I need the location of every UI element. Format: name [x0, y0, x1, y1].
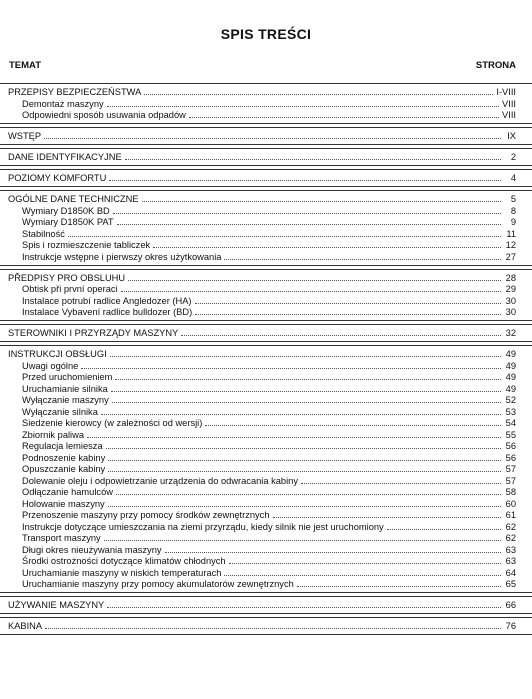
toc-entry[interactable] [0, 98, 532, 110]
toc-entry-page: VIII [502, 98, 516, 109]
toc-entry-label: Obtisk při první operaci [22, 284, 118, 294]
toc-section-heading[interactable] [0, 193, 532, 205]
toc-entry-page: 53 [505, 406, 516, 417]
dot-leader [153, 247, 501, 248]
toc-entry[interactable] [0, 395, 532, 407]
toc-section-heading[interactable] [0, 599, 532, 611]
toc-entry-label: Odpowiedni sposób usuwania odpadów [22, 110, 186, 120]
toc-entry-label: Wymiary D1850K PAT [22, 217, 114, 227]
dot-leader [387, 529, 501, 530]
table-of-contents [0, 83, 532, 638]
toc-section-heading-label: PRZEPISY BEZPIECZEŃSTWA [8, 87, 142, 97]
dot-leader [128, 280, 501, 281]
toc-section-heading[interactable] [0, 172, 532, 184]
toc-section-heading-label: WSTĘP [8, 131, 42, 141]
dot-leader [108, 471, 501, 472]
toc-entry[interactable] [0, 475, 532, 487]
toc-entry-page: 9 [510, 217, 516, 227]
toc-section [0, 269, 532, 322]
toc-entry[interactable] [0, 452, 532, 464]
toc-section [0, 83, 532, 124]
toc-section-heading-page: I-VIII [496, 87, 516, 97]
dot-leader [165, 552, 501, 553]
toc-entry-label: Instrukcje wstępne i pierwszy okres użytkowania [22, 251, 222, 262]
toc-entry[interactable] [0, 510, 532, 522]
dot-leader [107, 106, 499, 107]
toc-entry[interactable] [0, 307, 532, 319]
toc-entry-page: 61 [505, 510, 516, 520]
toc-entry-label: Wymiary D1850K BD [22, 205, 110, 216]
toc-entry-page: 12 [505, 240, 516, 250]
toc-entry[interactable] [0, 418, 532, 430]
toc-entry[interactable] [0, 284, 532, 296]
toc-section-heading[interactable] [0, 327, 532, 339]
toc-section-heading-page: IX [507, 131, 516, 141]
toc-entry-page: 57 [505, 475, 516, 486]
toc-entry-label: Przed uruchomieniem [22, 372, 113, 382]
toc-entry-label: Demontaż maszyny [22, 98, 104, 109]
toc-section-heading-page: 66 [505, 600, 516, 610]
toc-section-heading-page: 2 [510, 152, 516, 162]
toc-section [0, 148, 532, 166]
toc-entry-page: 30 [505, 307, 516, 317]
toc-entry[interactable] [0, 579, 532, 591]
dot-leader [224, 575, 501, 576]
dot-leader [205, 425, 501, 426]
toc-entry[interactable] [0, 441, 532, 453]
toc-entry-label: Dolewanie oleju i odpowietrzanie urządzenia do odwracania kabiny [22, 475, 298, 486]
toc-section-heading-label: POZIOMY KOMFORTU [8, 173, 107, 183]
toc-section [0, 190, 532, 266]
toc-section-heading-page: 49 [505, 349, 516, 359]
toc-entry-label: Wyłączanie silnika [22, 406, 98, 417]
toc-entry-page: VIII [502, 110, 516, 120]
toc-entry-label: Długi okres nieużywania maszyny [22, 544, 162, 555]
toc-entry-page: 65 [505, 579, 516, 589]
toc-entry-page: 63 [505, 544, 516, 555]
toc-entry[interactable] [0, 521, 532, 533]
dot-leader [107, 607, 501, 608]
toc-entry-label: Stabilność [22, 228, 65, 239]
toc-entry-page: 62 [505, 521, 516, 532]
toc-entry-page: 55 [505, 429, 516, 440]
toc-entry[interactable] [0, 295, 532, 307]
dot-leader [104, 540, 501, 541]
toc-section-heading-label: DANE IDENTYFIKACYJNE [8, 152, 122, 162]
dot-leader [125, 159, 501, 160]
toc-entry[interactable] [0, 228, 532, 240]
toc-entry-label: Podnoszenie kabiny [22, 452, 106, 463]
toc-entry-label: Uwagi ogólne [22, 360, 79, 371]
dot-leader [109, 180, 501, 181]
dot-leader [116, 494, 501, 495]
toc-entry-page: 63 [505, 556, 516, 566]
dot-leader [87, 437, 501, 438]
dot-leader [144, 94, 493, 95]
toc-entry-page: 52 [505, 395, 516, 405]
toc-section [0, 324, 532, 342]
toc-entry[interactable] [0, 556, 532, 568]
toc-entry[interactable] [0, 464, 532, 476]
toc-entry[interactable] [0, 360, 532, 372]
toc-section-heading-label: UŻYWANIE MASZYNY [8, 600, 105, 610]
toc-entry[interactable] [0, 251, 532, 263]
dot-leader [106, 448, 501, 449]
toc-entry-label: Środki ostrożności dotyczące klimatów chłodnych [22, 556, 226, 566]
toc-entry[interactable] [0, 498, 532, 510]
toc-section-heading-label: STEROWNIKI I PRZYRZĄDY MASZYNY [8, 328, 179, 338]
toc-entry-label: Siedzenie kierowcy (w zależności od wersji) [22, 418, 203, 428]
toc-entry-page: 60 [505, 498, 516, 509]
dot-leader [142, 201, 501, 202]
dot-leader [44, 138, 501, 139]
toc-section-heading[interactable] [0, 86, 532, 98]
dot-leader [297, 586, 501, 587]
toc-entry-page: 57 [505, 464, 516, 474]
toc-entry-label: Regulacja lemiesza [22, 441, 103, 451]
toc-section-heading[interactable] [0, 272, 532, 284]
dot-leader [229, 563, 501, 564]
page-title: SPIS TREŚCI [220, 26, 312, 42]
toc-section-heading-page: 76 [505, 621, 516, 631]
dot-leader [115, 379, 501, 380]
toc-entry[interactable] [0, 383, 532, 395]
toc-entry[interactable] [0, 567, 532, 579]
toc-entry-page: 30 [505, 295, 516, 306]
toc-section [0, 169, 532, 187]
toc-entry[interactable] [0, 205, 532, 217]
toc-section-heading-label: KABINA [8, 621, 43, 631]
toc-section-heading-label: OGÓLNE DANE TECHNICZNE [8, 194, 139, 204]
toc-entry-page: 64 [505, 567, 516, 578]
toc-entry-page: 54 [505, 418, 516, 428]
toc-section-heading[interactable] [0, 130, 532, 142]
toc-entry-page: 27 [505, 251, 516, 262]
toc-section [0, 345, 532, 593]
dot-leader [101, 414, 501, 415]
toc-section [0, 127, 532, 145]
toc-entry-page: 58 [505, 487, 516, 497]
dot-leader [189, 117, 499, 118]
column-header-page: STRONA [475, 60, 516, 71]
toc-entry[interactable] [0, 110, 532, 122]
toc-entry-label: Instalace potrubí radlice Angledozer (HA) [22, 295, 192, 306]
dot-leader [108, 506, 501, 507]
dot-leader [68, 236, 501, 237]
toc-entry-label: Instalace Vybavení radlice bulldozer (BD) [22, 307, 193, 317]
toc-section-heading[interactable] [0, 151, 532, 163]
toc-entry-label: Odłączanie hamulców [22, 487, 113, 497]
toc-entry-label: Spis i rozmieszczenie tabliczek [22, 240, 151, 250]
toc-section [0, 617, 532, 635]
toc-section-heading[interactable] [0, 348, 532, 360]
toc-entry[interactable] [0, 406, 532, 418]
toc-entry-page: 49 [505, 383, 516, 394]
toc-section-heading-page: 28 [505, 272, 516, 283]
toc-entry-page: 49 [505, 372, 516, 382]
dot-leader [301, 483, 501, 484]
dot-leader [121, 291, 501, 292]
toc-section-heading-label: PŘEDPISY PRO OBSLUHU [8, 272, 126, 283]
toc-entry-label: Uruchamianie silnika [22, 383, 108, 394]
toc-entry-label: Uruchamianie maszyny przy pomocy akumulatorów zewnętrznych [22, 579, 294, 589]
dot-leader [195, 314, 501, 315]
toc-entry[interactable] [0, 544, 532, 556]
dot-leader [108, 460, 501, 461]
dot-leader [110, 356, 501, 357]
dot-leader [117, 224, 501, 225]
dot-leader [81, 368, 501, 369]
toc-entry[interactable] [0, 240, 532, 252]
column-header-topic: TEMAT [9, 60, 42, 71]
toc-entry-label: Holowanie maszyny [22, 498, 105, 509]
toc-entry[interactable] [0, 429, 532, 441]
toc-section-heading-page: 32 [505, 328, 516, 338]
toc-section-heading-page: 4 [510, 173, 516, 183]
toc-entry-page: 29 [505, 284, 516, 294]
toc-entry-page: 8 [510, 205, 516, 216]
dot-leader [111, 391, 501, 392]
dot-leader [45, 628, 501, 629]
toc-entry-page: 62 [505, 533, 516, 543]
toc-entry[interactable] [0, 533, 532, 545]
dot-leader [113, 213, 501, 214]
toc-entry-page: 56 [505, 452, 516, 463]
dot-leader [112, 402, 501, 403]
toc-entry[interactable] [0, 487, 532, 499]
toc-entry-label: Zbiornik paliwa [22, 429, 85, 440]
dot-leader [224, 259, 501, 260]
toc-entry-label: Uruchamianie maszyny w niskich temperaturach [22, 567, 222, 578]
dot-leader [273, 517, 502, 518]
toc-entry-label: Transport maszyny [22, 533, 101, 543]
toc-entry-page: 49 [505, 360, 516, 371]
toc-section-heading-page: 5 [510, 194, 516, 204]
toc-entry-label: Przenoszenie maszyny przy pomocy środków zewnętrznych [22, 510, 270, 520]
toc-section-heading-label: INSTRUKCJI OBSŁUGI [8, 349, 107, 359]
toc-entry-label: Instrukcje dotyczące umieszczania na ziemi przyrządu, kiedy silnik nie jest uruchomiony [22, 521, 384, 532]
toc-section-heading[interactable] [0, 620, 532, 632]
dot-leader [181, 335, 501, 336]
toc-entry-label: Opuszczanie kabiny [22, 464, 106, 474]
toc-section [0, 596, 532, 614]
toc-entry-page: 11 [506, 228, 516, 239]
toc-entry-label: Wyłączanie maszyny [22, 395, 109, 405]
dot-leader [195, 303, 501, 304]
toc-entry-page: 56 [505, 441, 516, 451]
toc-entry[interactable] [0, 372, 532, 384]
toc-entry[interactable] [0, 217, 532, 229]
